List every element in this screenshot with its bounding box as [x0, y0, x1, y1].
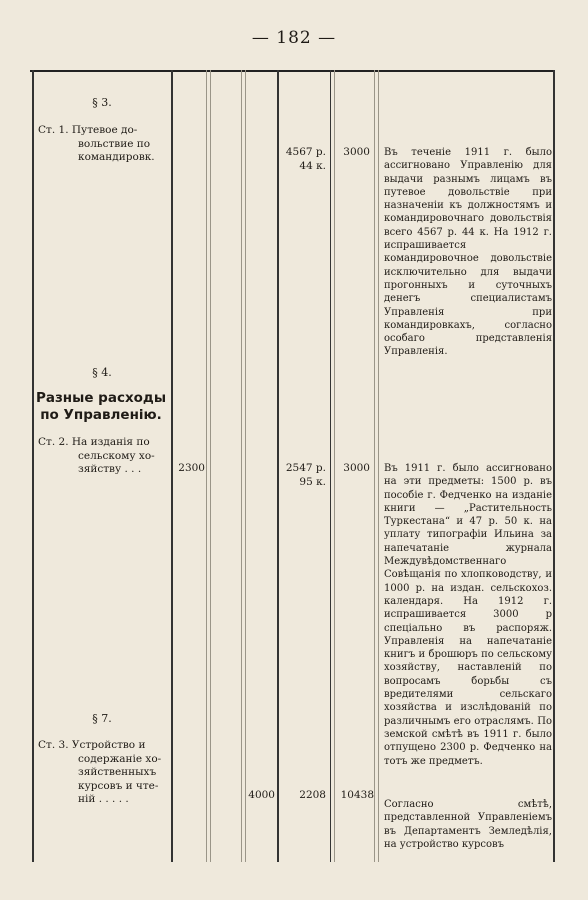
section-4-note: Въ 1911 г. было ассигновано на эти предметы: 1500 р. въ пособіе г. Федченко на изданіе книги — „Растительность Туркестана“ и 47 р. 50 к. на уплату типографіи Ильина за напечатаніе журнала Междувѣдомственнаго Совѣщанія по хлопководству, и 1000 р. на издан. сельскохоз. календаря. На 1912 г. испрашивается 3000 р спеціально въ распоряж. Управленія на напечатаніе книгъ и брошюръ по сельскому хозяйству, наставленій по вопросамъ борьбы съ вредителями сельскаго хозяйства и изслѣдованій по различнымъ его отраслямъ. По земской смѣтѣ въ 1911 г. было отпущено 2300 р. Федченко на тотъ же предметъ.	[384, 463, 552, 767]
column-rule	[553, 70, 555, 862]
column-rule	[245, 70, 246, 862]
section-4-heading: § 4.	[92, 366, 112, 379]
section-3-sum: 4567 р. 44 к.	[285, 146, 326, 172]
column-rule	[206, 70, 207, 862]
section-7-heading: § 7.	[92, 712, 112, 725]
section-4-amount: 3000	[343, 462, 370, 474]
section-4-sum: 2547 р. 95 к.	[285, 462, 326, 488]
section-3-amount: 3000	[343, 146, 370, 158]
column-rule	[334, 70, 335, 862]
section-7-note: Согласно смѣтѣ, представленной Управленіемъ въ Департаментъ Земледѣлія, на устройство курсовъ	[384, 799, 552, 850]
column-rule	[171, 70, 173, 862]
section-4-item: Ст. 2. На изданія по сельскому хо- зяйству . . .	[38, 436, 155, 476]
column-rule	[277, 70, 279, 862]
section-7-col3: 4000	[248, 789, 275, 801]
section-7-amount: 10438	[340, 789, 374, 801]
page-number: — 182 —	[251, 28, 337, 48]
column-rule	[330, 70, 331, 862]
table-top-rule	[30, 70, 555, 72]
column-rule	[32, 70, 34, 862]
column-rule	[374, 70, 375, 862]
section-3-heading: § 3.	[92, 96, 112, 109]
section-7-item: Ст. 3. Устройство и содержаніе хо- зяйственныхъ курсовъ и чте- ній . . . . .	[38, 739, 162, 806]
column-rule	[378, 70, 379, 862]
section-4-col1: 2300	[178, 462, 205, 474]
section-3-item: Ст. 1. Путевое до- вольствие по командировк.	[38, 124, 155, 164]
section-7-col4: 2208	[299, 789, 326, 801]
column-rule	[241, 70, 242, 862]
section-3-note: Въ теченіе 1911 г. было ассигновано Управленію для выдачи разнымъ лицамъ въ путевое довольствіе при назначеніи къ должностямъ и командировочнаго довольствія всего 4567 р. 44 к. На 1912 г. испрашивается командировочное довольствіе исключительно для выдачи прогонныхъ и суточныхъ денегъ специалистамъ Управленія при командировкахъ, согласно особаго представленія Управленія.	[384, 147, 552, 358]
section-4-title: Разные расходы по Управленію.	[35, 390, 167, 423]
column-rule	[210, 70, 211, 862]
